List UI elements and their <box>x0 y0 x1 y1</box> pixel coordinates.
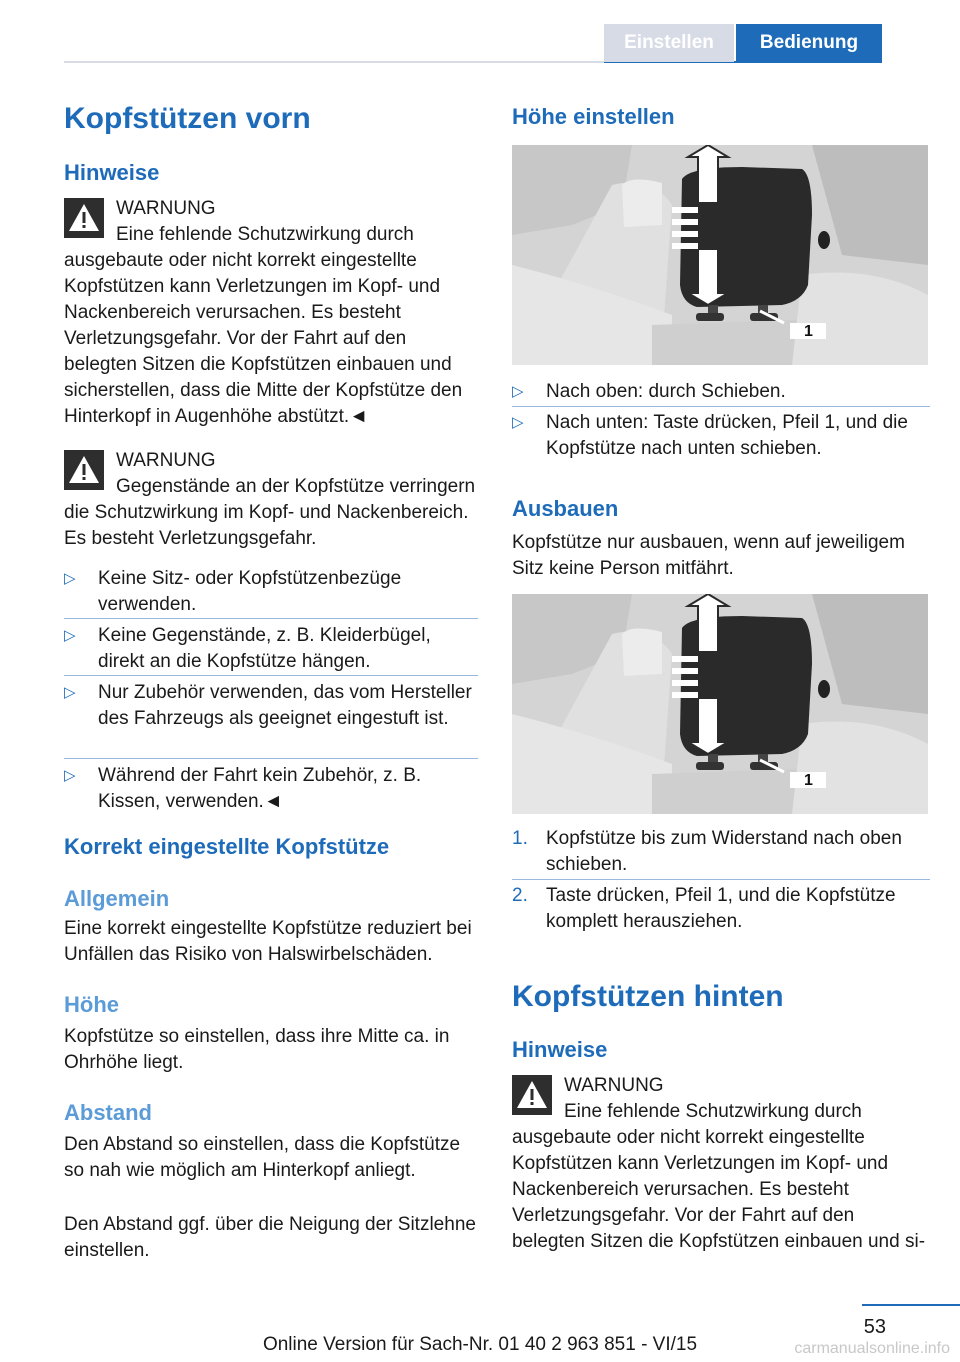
abstand-text-1: Den Abstand so einstellen, dass die Kopfstütze so nah wie möglich am Hinterkopf anliegt. <box>64 1134 461 1181</box>
hoehe-text: Kopfstütze so einstellen, dass ihre Mitte ca. in Ohrhöhe liegt. <box>64 1026 450 1073</box>
triangle-bullet-icon: ▷ <box>512 383 524 400</box>
warning-text: Eine fehlende Schutzwirkung durch ausgebaute oder nicht korrekt eingestellte Kopfstützen kann Verletzungen im Kopf- und Nackenbereich verursachen. Es besteht Verletzungsgefahr. Vor der Fahrt auf den belegten Sitzen die Kopfstützen einbauen und si- <box>512 1101 926 1252</box>
list-divider <box>512 879 930 880</box>
step-number: 1. <box>512 828 528 849</box>
list-item-text: Keine Gegenstände, z. B. Kleiderbügel, direkt an die Kopfstütze hängen. <box>98 625 431 672</box>
warning-title: WARNUNG <box>116 198 216 219</box>
allgemein-text: Eine korrekt eingestellte Kopfstütze reduziert bei Unfällen das Risiko von Halswirbelschäden. <box>64 918 472 965</box>
triangle-bullet-icon: ▷ <box>512 414 524 431</box>
list-item-text: Nach unten: Taste drücken, Pfeil 1, und die Kopfstütze nach unten schieben. <box>546 412 908 459</box>
step-text: Kopfstütze bis zum Widerstand nach oben schieben. <box>546 828 902 875</box>
heading-allgemein: Allgemein <box>64 886 170 911</box>
triangle-bullet-icon: ▷ <box>64 767 76 784</box>
abstand-text-2: Den Abstand ggf. über die Neigung der Sitzlehne einstellen. <box>64 1214 476 1261</box>
heading-hoehe-einstellen: Höhe einstellen <box>512 104 675 129</box>
section-title-kopfstuetzen-vorn: Kopfstützen vorn <box>64 102 311 135</box>
heading-hinweise-hinten: Hinweise <box>512 1037 608 1062</box>
warning-title: WARNUNG <box>116 450 216 471</box>
footer-online-version: Online Version für Sach-Nr. 01 40 2 963 851 - VI/15 <box>262 1334 698 1355</box>
warning-title: WARNUNG <box>564 1075 664 1096</box>
header-rule-light <box>64 61 604 63</box>
list-divider <box>64 675 478 676</box>
triangle-bullet-icon: ▷ <box>64 684 76 701</box>
page-header <box>0 0 960 62</box>
ausbauen-text: Kopfstütze nur ausbauen, wenn auf jeweiligem Sitz keine Person mitfährt. <box>512 532 905 579</box>
list-divider <box>512 406 930 407</box>
triangle-bullet-icon: ▷ <box>64 570 76 587</box>
watermark: carmanualsonline.info <box>794 1340 950 1357</box>
headrest-illustration-svg <box>512 594 928 814</box>
step-number: 2. <box>512 885 528 906</box>
list-item-text: Nur Zubehör verwenden, das vom Hersteller des Fahrzeugs als geeignet eingestuft ist. <box>98 682 472 729</box>
heading-abstand: Abstand <box>64 1100 152 1125</box>
warning-text: Gegenstände an der Kopfstütze verringern die Schutzwirkung im Kopf- und Nackenbereich. Es besteht Verletzungsgefahr. <box>64 476 476 549</box>
tab-bedienung[interactable]: Bedienung <box>736 24 882 62</box>
heading-korrekt-eingestellt: Korrekt eingestellte Kopfstütze <box>64 834 390 859</box>
step-text: Taste drücken, Pfeil 1, und die Kopfstütze komplett herausziehen. <box>546 885 896 932</box>
warning-text: Eine fehlende Schutzwirkung durch ausgebaute oder nicht korrekt eingestellte Kopfstützen kann Verletzungen im Kopf- und Nackenbereich verursachen. Es besteht Verletzungsgefahr. Vor der Fahrt auf den belegten Sitzen die Kopfstützen einbauen und sicherstellen, dass die Mitte der Kopfstütze den Hinterkopf in Augenhöhe abstützt.◄ <box>64 224 463 427</box>
section-title-kopfstuetzen-hinten: Kopfstützen hinten <box>512 980 784 1013</box>
triangle-bullet-icon: ▷ <box>64 627 76 644</box>
list-item-text: Keine Sitz- oder Kopfstützenbezüge verwenden. <box>98 568 402 615</box>
list-divider <box>64 758 478 759</box>
callout-label: 1 <box>804 323 813 340</box>
headrest-illustration-svg <box>512 145 928 365</box>
footer-rule <box>862 1304 960 1306</box>
heading-hinweise: Hinweise <box>64 160 160 185</box>
headrest-removal-illustration <box>512 594 928 814</box>
callout-label: 1 <box>804 772 813 789</box>
heading-ausbauen: Ausbauen <box>512 496 619 521</box>
tab-einstellen[interactable]: Einstellen <box>604 24 734 62</box>
heading-hoehe: Höhe <box>64 992 119 1017</box>
list-item-text: Nach oben: durch Schieben. <box>546 381 786 402</box>
list-item-text: Während der Fahrt kein Zubehör, z. B. Kissen, verwenden.◄ <box>98 765 422 812</box>
list-divider <box>64 618 478 619</box>
headrest-height-illustration <box>512 145 928 365</box>
page-number: 53 <box>863 1316 886 1338</box>
